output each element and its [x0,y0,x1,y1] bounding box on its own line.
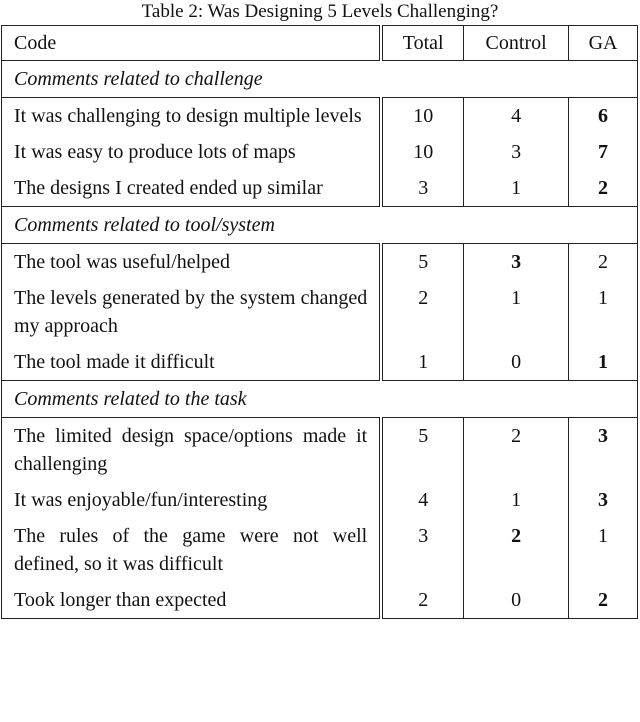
cell-total: 3 [381,170,463,207]
section-row [2,61,638,98]
section-title: Comments related to tool/system [2,207,638,244]
cell-code: The rules of the game were not well defined, so it was difficult [2,518,382,582]
header-ga: GA [569,26,638,61]
cell-control [464,244,569,281]
cell-control: 1 [464,280,569,344]
cell-ga [569,134,638,170]
cell-control [464,518,569,582]
bold-value: 6 [598,105,609,127]
bold-value: 3 [598,489,609,511]
header-code: Code [2,26,382,61]
cell-ga [569,344,638,381]
cell-control: 4 [464,98,569,135]
cell-total: 1 [381,344,463,381]
section-title: Comments related to challenge [2,61,638,98]
bold-value: 3 [511,251,522,273]
table-caption: Table 2: Was Designing 5 Levels Challenging? [141,1,499,22]
table-row [2,582,638,619]
cell-control: 0 [464,582,569,619]
table-row [2,98,638,135]
cell-ga [569,98,638,135]
cell-code: The tool was useful/helped [2,244,382,281]
table-row [2,518,638,582]
cell-control: 1 [464,482,569,518]
table-row [2,244,638,281]
bold-value: 2 [511,525,522,547]
cell-code: The levels generated by the system changed my approach [2,280,382,344]
section-title: Comments related to the task [2,381,638,418]
cell-total: 2 [381,280,463,344]
bold-value: 2 [598,177,609,199]
cell-total: 2 [381,582,463,619]
cell-code: It was easy to produce lots of maps [2,134,382,170]
bold-value: 7 [598,141,609,163]
section-row [2,381,638,418]
header-total: Total [381,26,463,61]
cell-total: 5 [381,418,463,483]
bold-value: 1 [598,351,609,373]
cell-control: 0 [464,344,569,381]
cell-total: 4 [381,482,463,518]
table-row [2,482,638,518]
cell-code: It was challenging to design multiple levels [2,98,382,135]
bold-value: 2 [598,589,609,611]
results-table [1,25,638,619]
cell-ga [569,170,638,207]
cell-total: 3 [381,518,463,582]
cell-ga [569,482,638,518]
cell-control: 2 [464,418,569,483]
bold-value: 3 [598,425,609,447]
cell-code: The designs I created ended up similar [2,170,382,207]
table-row [2,344,638,381]
header-row [2,26,638,61]
cell-ga: 1 [569,280,638,344]
cell-code: The tool made it difficult [2,344,382,381]
cell-code: Took longer than expected [2,582,382,619]
cell-total: 5 [381,244,463,281]
section-row [2,207,638,244]
cell-code: It was enjoyable/fun/interesting [2,482,382,518]
table-row [2,170,638,207]
cell-total: 10 [381,98,463,135]
cell-ga [569,418,638,483]
table-row [2,418,638,483]
header-control: Control [464,26,569,61]
table-row [2,280,638,344]
cell-ga [569,582,638,619]
cell-ga: 1 [569,518,638,582]
table-row [2,134,638,170]
cell-total: 10 [381,134,463,170]
cell-control: 3 [464,134,569,170]
cell-code: The limited design space/options made it challenging [2,418,382,483]
cell-control: 1 [464,170,569,207]
cell-ga: 2 [569,244,638,281]
